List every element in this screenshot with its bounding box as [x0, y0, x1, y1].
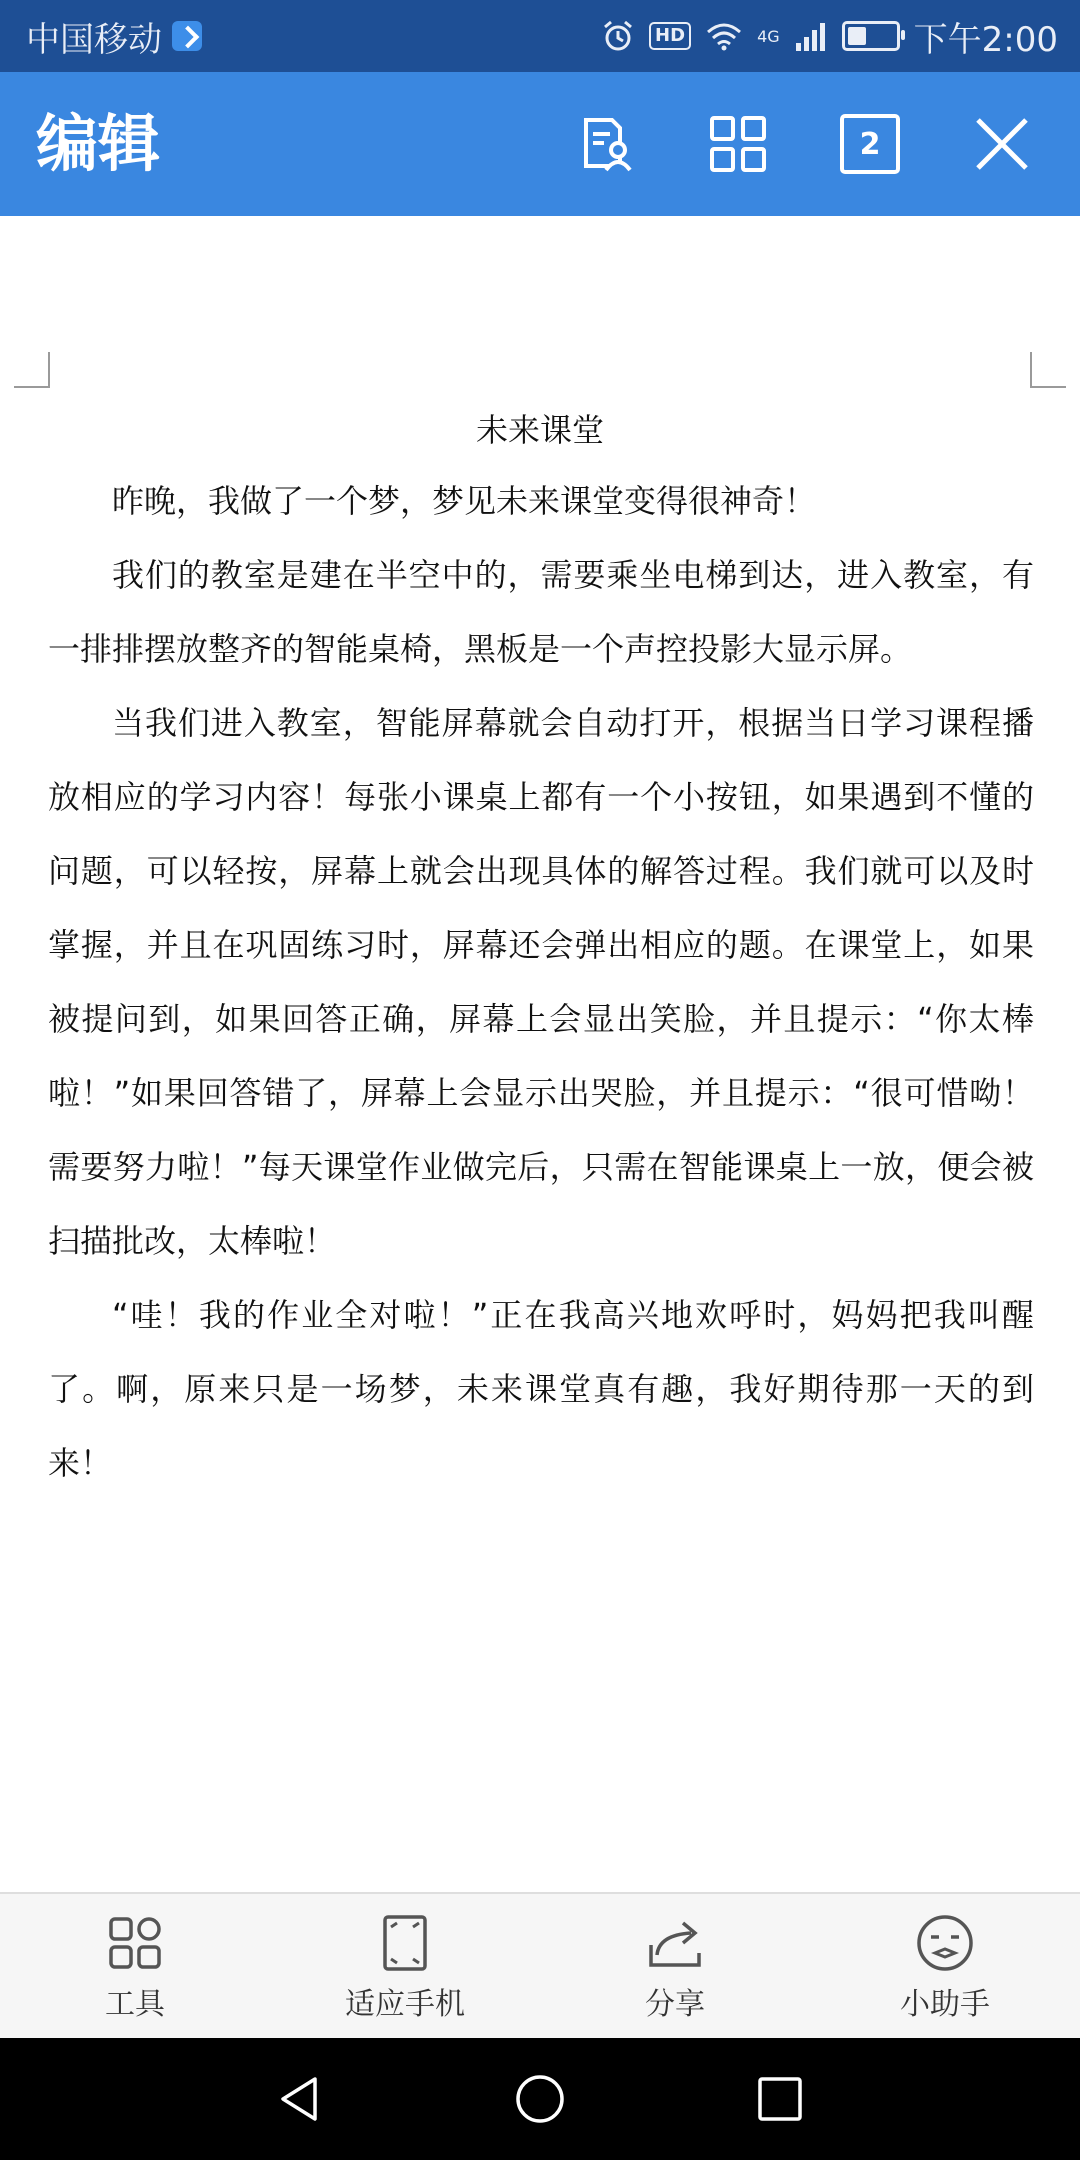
page-count: 2 [840, 114, 900, 174]
close-button[interactable] [964, 106, 1040, 182]
paragraph: 昨晚，我做了一个梦，梦见未来课堂变得很神奇！ [112, 482, 817, 520]
assistant-label: 小助手 [900, 1987, 990, 2022]
doc-reader-button[interactable] [568, 106, 644, 182]
alarm-icon [601, 19, 635, 53]
page-title: 编辑 [36, 107, 161, 180]
status-bar [0, 0, 1080, 72]
fit-phone-label: 适应手机 [345, 1987, 465, 2022]
home-button[interactable] [510, 2069, 570, 2129]
navigation-bar [0, 2038, 1080, 2160]
wifi-icon [705, 21, 743, 51]
bottom-toolbar [0, 1892, 1080, 2040]
document-title: 未来课堂 [475, 411, 604, 449]
fit-phone-button[interactable] [270, 1894, 540, 2040]
network-type: 4G [757, 26, 780, 46]
home-icon [514, 2073, 566, 2125]
grid-view-button[interactable] [700, 106, 776, 182]
recents-button[interactable] [750, 2069, 810, 2129]
paragraph: 当我们进入教室，智能屏幕就会自动打开，根据当日学习课程播放相应的学习内容！每张小课桌上都有一个小按钮，如果遇到不懂的问题，可以轻按，屏幕上就会出现具体的解答过程。我们就可以及时掌握，并且在巩固练习时，屏幕还会弹出相应的题。在课堂上，如果被提问到，如果回答正确，屏幕上会显出笑脸，并且提示：“你太棒啦！”如果回答错了，屏幕上会显示出哭脸，并且提示：“很可惜呦！需要努力啦！”每天课堂作业做完后，只需在智能课桌上一放，便会被扫描批改，太棒啦！ [48, 704, 1034, 1260]
paragraph: “哇！我的作业全对啦！”正在我高兴地欢呼时，妈妈把我叫醒了。啊，原来只是一场梦，未来课堂真有趣，我好期待那一天的到来！ [48, 1296, 1034, 1482]
share-label: 分享 [645, 1987, 705, 2022]
status-time: 下午2:00 [913, 19, 1058, 60]
document-body [48, 464, 1034, 1500]
tools-icon [103, 1911, 167, 1975]
carrier-app-icon [172, 21, 202, 51]
back-button[interactable] [270, 2069, 330, 2129]
document-person-icon [576, 114, 636, 174]
assistant-button[interactable] [810, 1894, 1080, 2040]
share-icon [643, 1911, 707, 1975]
carrier-name: 中国移动 [26, 19, 162, 60]
hd-badge: HD [649, 22, 691, 50]
robot-face-icon [913, 1911, 977, 1975]
signal-icon [794, 21, 828, 51]
close-icon [974, 116, 1030, 172]
paragraph: 我们的教室是建在半空中的，需要乘坐电梯到达，进入教室，有一排排摆放整齐的智能桌椅，黑板是一个声控投影大显示屏。 [48, 556, 1034, 668]
app-header [0, 72, 1080, 216]
tools-label: 工具 [105, 1987, 165, 2022]
document-view[interactable] [0, 216, 1080, 1892]
page-count-button[interactable] [832, 106, 908, 182]
recents-icon [756, 2075, 804, 2123]
back-icon [275, 2074, 325, 2124]
battery-icon [842, 21, 900, 51]
tools-button[interactable] [0, 1894, 270, 2040]
margin-corner-top-right [1030, 352, 1066, 388]
share-button[interactable] [540, 1894, 810, 2040]
margin-corner-top-left [14, 352, 50, 388]
battery-fill [848, 27, 866, 45]
fit-screen-icon [373, 1911, 437, 1975]
grid-icon [708, 114, 768, 174]
